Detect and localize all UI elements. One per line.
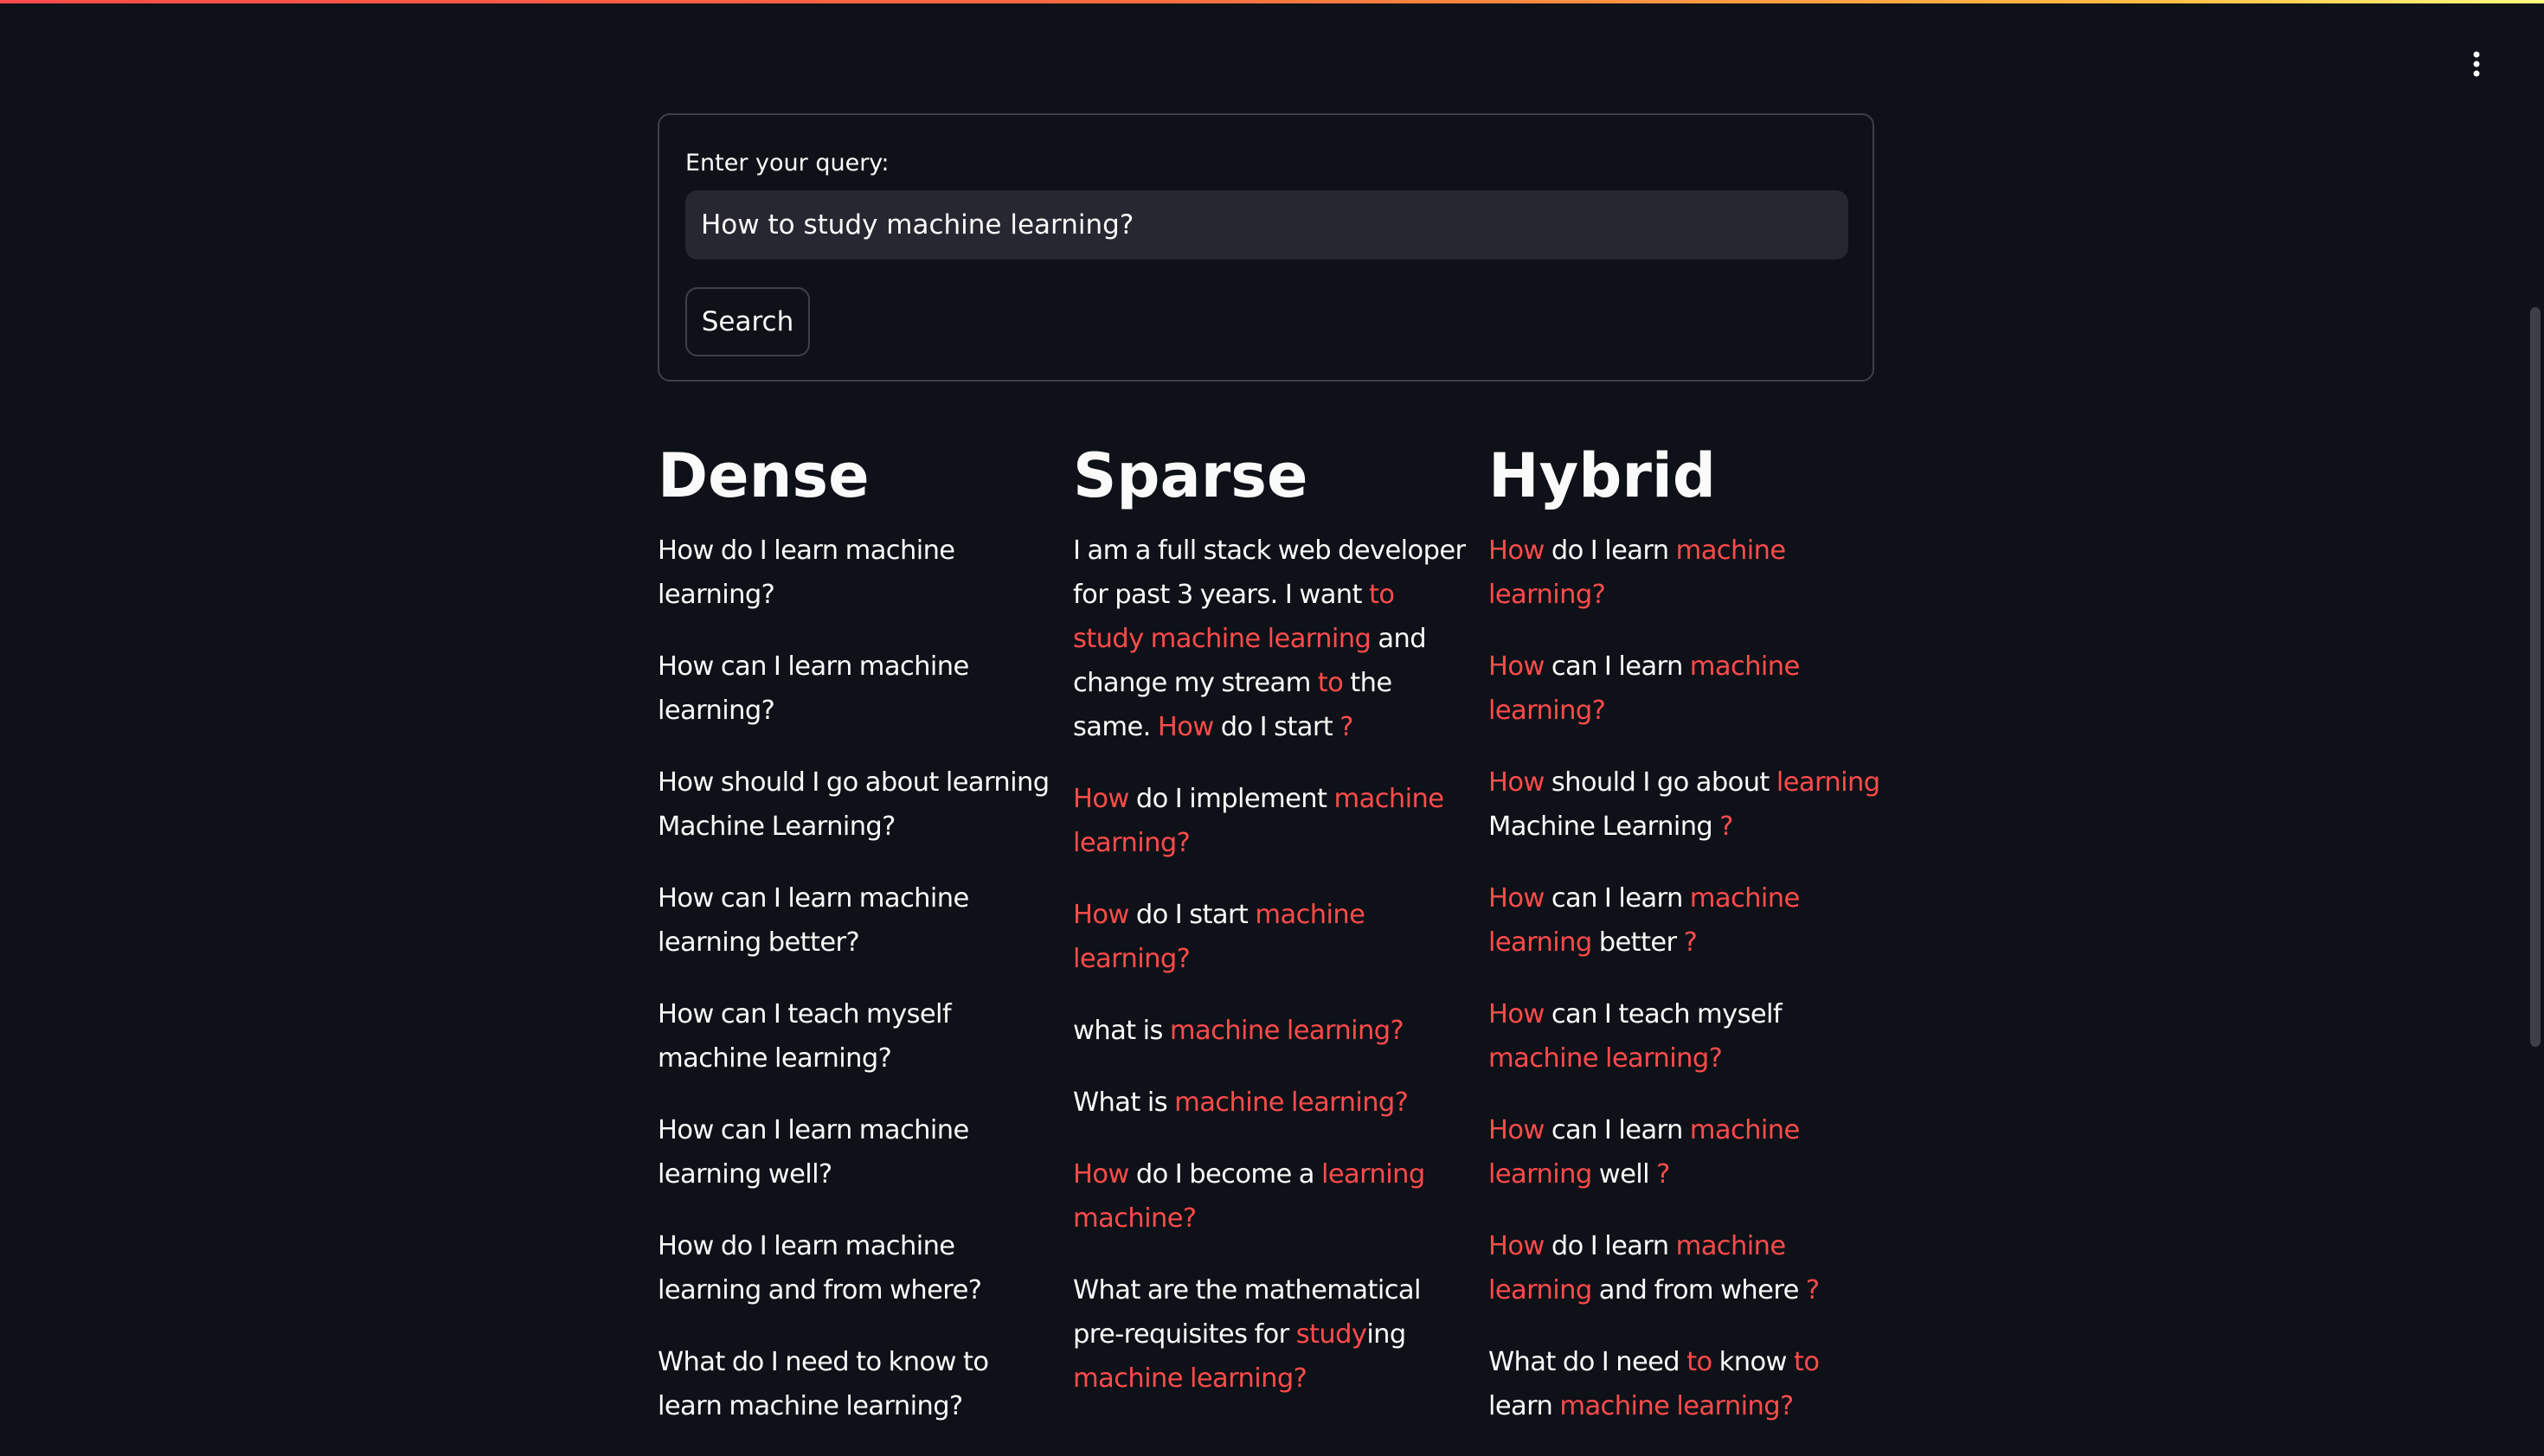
highlighted-term: to study machine learning [1073, 580, 1395, 654]
highlighted-term: machine learning? [1073, 784, 1444, 858]
result-text: do I start [1213, 712, 1340, 742]
query-input[interactable] [685, 190, 1848, 260]
highlighted-term: machine learning? [1488, 536, 1786, 610]
result-item [1073, 1009, 1468, 1053]
result-item [1488, 760, 1883, 849]
result-item [658, 1108, 1052, 1196]
highlighted-term: How [1073, 784, 1129, 814]
result-item [1073, 777, 1468, 865]
result-text: What are the mathematical pre-requisites for [1073, 1275, 1421, 1350]
hybrid-results-column [1488, 431, 1883, 1456]
query-label: Enter your query: [685, 150, 890, 176]
result-text: the same. [1073, 668, 1392, 742]
main-menu-button[interactable] [2454, 42, 2499, 87]
result-item [658, 760, 1052, 849]
result-item [658, 1224, 1052, 1312]
highlighted-term: How [1157, 712, 1214, 742]
header-decoration-bar [0, 0, 2544, 3]
highlighted-term: machine learning? [1169, 1016, 1404, 1046]
result-text: ing [1366, 1319, 1406, 1350]
highlighted-term: How [1488, 1115, 1545, 1145]
highlighted-term: to [1686, 1347, 1712, 1377]
result-item [658, 876, 1052, 965]
highlighted-term: machine learning? [1559, 1391, 1794, 1421]
result-text: How can I learn machine learning? [658, 651, 969, 726]
highlighted-term: machine learning [1488, 883, 1800, 958]
highlighted-term: ? [1656, 1159, 1670, 1190]
result-item [1488, 1340, 1883, 1428]
highlighted-term: How [1073, 1159, 1129, 1190]
result-item [1488, 529, 1883, 617]
highlighted-term: to [1793, 1347, 1820, 1377]
highlighted-term: How [1488, 767, 1545, 798]
query-form [658, 113, 1874, 382]
result-text: can I learn [1544, 1115, 1690, 1145]
sparse-heading: Sparse [1073, 440, 1308, 511]
result-text: and change my stream [1073, 624, 1426, 698]
highlighted-term: study [1295, 1319, 1367, 1350]
highlighted-term: learning machine? [1073, 1159, 1425, 1234]
result-item [658, 992, 1052, 1081]
result-text: What do I need [1488, 1347, 1687, 1377]
dense-heading: Dense [658, 440, 870, 511]
kebab-menu-icon [2473, 51, 2480, 77]
page-scrollbar[interactable] [2525, 0, 2544, 1381]
result-item [1073, 1268, 1468, 1401]
result-text: can I teach myself [1544, 999, 1783, 1029]
sparse-results-list [1073, 529, 1468, 1401]
result-text: know [1712, 1347, 1794, 1377]
result-item [1073, 529, 1468, 749]
highlighted-term: ? [1805, 1275, 1820, 1305]
result-item [1488, 1108, 1883, 1196]
highlighted-term: to [1317, 668, 1344, 698]
search-button[interactable]: Search [685, 287, 810, 356]
result-text: What is [1073, 1087, 1175, 1118]
highlighted-term: How [1488, 651, 1545, 682]
result-text: learn [1488, 1391, 1560, 1421]
result-text: and from where [1591, 1275, 1806, 1305]
highlighted-term: machine learning? [1073, 900, 1365, 974]
highlighted-term: How [1073, 900, 1129, 930]
result-text: How do I learn machine learning and from where? [658, 1231, 982, 1305]
result-text: can I learn [1544, 651, 1690, 682]
result-item [658, 529, 1052, 617]
highlighted-term: machine learning [1488, 1115, 1800, 1190]
highlighted-term: machine learning? [1488, 651, 1800, 726]
result-text: do I start [1128, 900, 1256, 930]
result-text: What do I need to know to learn machine learning? [658, 1347, 989, 1421]
result-text: do I learn [1544, 536, 1676, 566]
result-text: better [1591, 927, 1684, 958]
highlighted-term: How [1488, 999, 1545, 1029]
result-text: what is [1073, 1016, 1170, 1046]
result-item [1488, 645, 1883, 733]
highlighted-term: ? [1719, 811, 1733, 842]
result-item [1073, 1081, 1468, 1125]
highlighted-term: machine learning? [1073, 1363, 1307, 1394]
result-text: do I learn [1544, 1231, 1676, 1261]
highlighted-term: machine learning [1488, 1231, 1786, 1305]
result-text: do I implement [1128, 784, 1334, 814]
highlighted-term: machine learning? [1174, 1087, 1409, 1118]
result-item [1488, 992, 1883, 1081]
result-text: can I learn [1544, 883, 1690, 914]
result-item [1488, 1224, 1883, 1312]
hybrid-results-list [1488, 529, 1883, 1428]
result-item [1073, 893, 1468, 981]
result-item [658, 645, 1052, 733]
result-text: should I go about [1544, 767, 1776, 798]
result-text: How do I learn machine learning? [658, 536, 955, 610]
highlighted-term: How [1488, 1231, 1545, 1261]
dense-results-list [658, 529, 1052, 1428]
result-item [658, 1340, 1052, 1428]
result-text: How can I learn machine learning better? [658, 883, 969, 958]
scrollbar-thumb[interactable] [2530, 307, 2541, 1047]
result-item [1488, 876, 1883, 965]
result-text: do I become a [1128, 1159, 1321, 1190]
result-text: How should I go about learning Machine Learning? [658, 767, 1050, 842]
dense-results-column [658, 431, 1052, 1456]
highlighted-term: ? [1339, 712, 1353, 742]
highlighted-term: How [1488, 883, 1545, 914]
result-text: I am a full stack web developer for past 3 years. I want [1073, 536, 1466, 610]
highlighted-term: machine learning? [1488, 1043, 1723, 1074]
hybrid-heading: Hybrid [1488, 440, 1716, 511]
result-text: Machine Learning [1488, 811, 1720, 842]
highlighted-term: learning [1776, 767, 1880, 798]
result-text: How can I learn machine learning well? [658, 1115, 969, 1190]
highlighted-term: ? [1683, 927, 1698, 958]
result-text: well [1591, 1159, 1657, 1190]
result-item [1073, 1152, 1468, 1241]
result-text: How can I teach myself machine learning? [658, 999, 952, 1074]
highlighted-term: How [1488, 536, 1545, 566]
sparse-results-column [1073, 431, 1468, 1428]
